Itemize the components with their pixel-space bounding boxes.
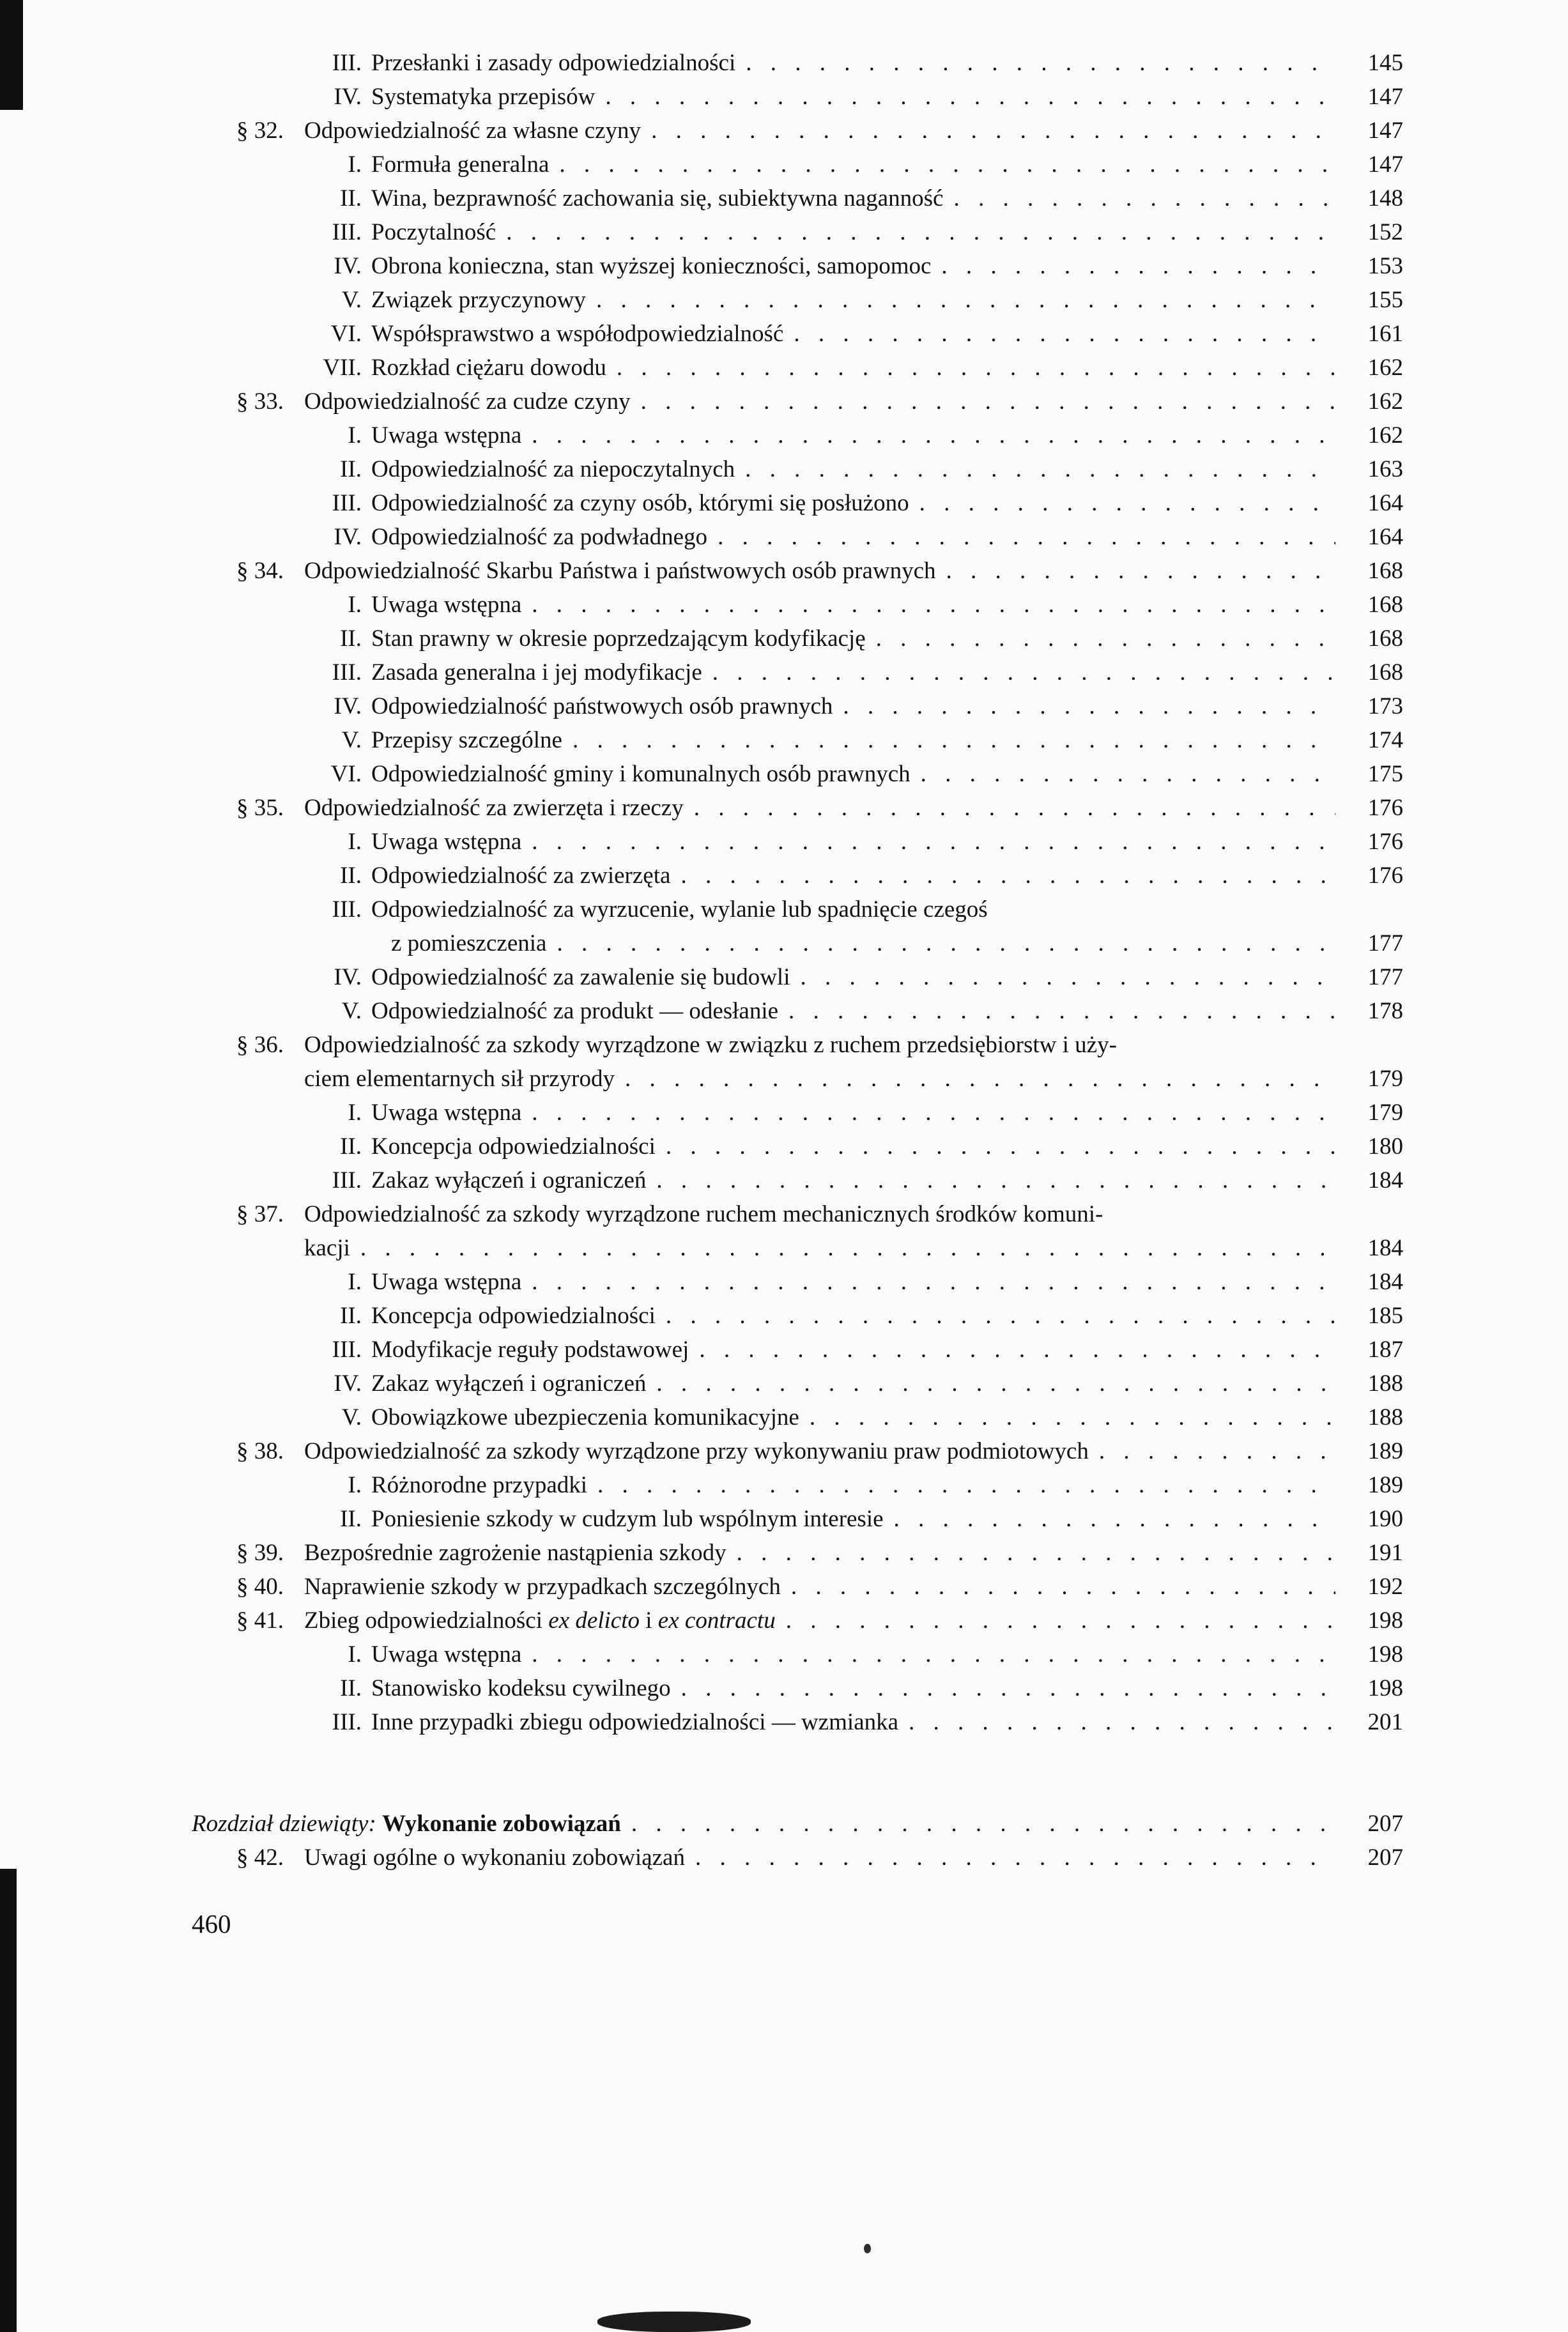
dot-leader [680,859,1335,893]
entry-page: 153 [1367,253,1403,279]
entry-text: Zbieg odpowiedzialności ex delicto i ex contractu [304,1607,776,1634]
toc-entry [192,1197,1403,1231]
dot-leader [596,283,1335,317]
entry-label: I. [348,592,362,618]
toc-entry [192,1671,1403,1705]
entry-label: II. [340,1303,362,1329]
entry-page: 164 [1367,524,1403,550]
entry-page: 184 [1367,1167,1403,1193]
dot-leader [625,1062,1335,1096]
toc-entry [192,1163,1403,1197]
entry-text: Uwaga wstępna [371,1269,522,1295]
entry-page: 184 [1367,1235,1403,1261]
entry-text: Formuła generalna [371,151,550,178]
entry-page: 191 [1367,1540,1403,1566]
dot-leader [737,1536,1335,1570]
toc-entry [192,723,1403,757]
entry-page: 175 [1367,761,1403,787]
toc-entry [192,1434,1403,1468]
dot-leader [681,1671,1335,1705]
entry-page: 177 [1367,964,1403,990]
dot-leader [786,1604,1335,1638]
toc-entry [192,926,1403,960]
entry-page: 176 [1367,863,1403,889]
entry-text: Poczytalność [371,219,496,245]
entry-label: § 40. [236,1574,284,1600]
toc-entry [192,588,1403,622]
toc-entry [192,689,1403,723]
toc-entry [192,622,1403,656]
entry-label: § 36. [236,1032,284,1058]
toc-entry [192,486,1403,520]
toc-entry [192,994,1403,1028]
entry-text: Rozkład ciężaru dowodu [371,355,606,381]
entry-text: Różnorodne przypadki [371,1472,588,1498]
page-number: 460 [192,1909,231,1938]
entry-page: 152 [1367,219,1403,245]
dot-leader [605,80,1335,114]
dot-leader [801,960,1336,994]
toc-entry [192,1502,1403,1536]
dot-leader [791,1570,1335,1604]
toc-entry [192,825,1403,859]
dot-leader [532,588,1335,622]
entry-label: IV. [334,693,362,719]
entry-page: 198 [1367,1675,1403,1701]
entry-page: 176 [1367,795,1403,821]
entry-page: 162 [1367,388,1403,415]
entry-page: 188 [1367,1404,1403,1431]
entry-page: 161 [1367,321,1403,347]
scan-artifact-bottom-smudge [597,2312,751,2332]
toc-entry [192,215,1403,249]
toc-entry [192,385,1403,418]
entry-label: III. [332,1337,362,1363]
entry-page: 162 [1367,355,1403,381]
entry-label: II. [340,1506,362,1532]
entry-label: I. [348,1100,362,1126]
entry-text: Inne przypadki zbiegu odpowiedzialności — wzmianka [371,1709,899,1735]
entry-page: 178 [1367,998,1403,1024]
toc-entry [192,1604,1403,1638]
toc-entry [192,1638,1403,1671]
entry-text: Odpowiedzialność gminy i komunalnych osób prawnych [371,761,911,787]
entry-page: 177 [1367,930,1403,956]
dot-leader [909,1705,1335,1739]
entry-label: II. [340,625,362,652]
entry-label: VI. [330,321,362,347]
entry-text: Odpowiedzialność za własne czyny [304,118,642,144]
dot-leader [532,1638,1335,1671]
entry-text: Przepisy szczególne [371,727,562,753]
dot-leader [699,1333,1335,1367]
entry-label: § 41. [236,1607,284,1634]
entry-text: Odpowiedzialność za cudze czyny [304,388,631,415]
entry-page: 198 [1367,1607,1403,1634]
dot-leader [876,622,1335,656]
entry-label: II. [340,456,362,482]
entry-text: Odpowiedzialność za niepoczytalnych [371,456,735,482]
entry-text: Koncepcja odpowiedzialności [371,1133,656,1160]
entry-text: ciem elementarnych sił przyrody [304,1066,615,1092]
entry-text: Bezpośrednie zagrożenie nastąpienia szkody [304,1540,726,1566]
dot-leader [941,249,1335,283]
entry-text: Modyfikacje reguły podstawowej [371,1337,689,1363]
entry-page: 162 [1367,422,1403,449]
entry-text: Rozdział dziewiąty: Wykonanie zobowiązań [192,1811,621,1837]
entry-text: Współsprawstwo a współodpowiedzialność [371,321,784,347]
dot-leader [360,1231,1335,1265]
toc-entry [192,520,1403,554]
entry-text: Odpowiedzialność za szkody wyrządzone przy wykonywaniu praw podmiotowych [304,1438,1089,1464]
entry-label: I. [348,1641,362,1668]
entry-label: III. [332,1709,362,1735]
dot-leader [641,385,1335,418]
entry-label: I. [348,1269,362,1295]
entry-text: Stanowisko kodeksu cywilnego [371,1675,671,1701]
dot-leader [919,486,1335,520]
entry-label: V. [341,727,362,753]
dot-leader [666,1130,1335,1163]
entry-label: § 38. [236,1438,284,1464]
dot-leader [718,520,1335,554]
dot-leader [745,452,1335,486]
entry-text: Wina, bezprawność zachowania się, subiektywna naganność [371,185,944,211]
entry-page: 164 [1367,490,1403,516]
toc-entry [192,249,1403,283]
entry-page: 189 [1367,1438,1403,1464]
toc-entry [192,1807,1403,1841]
entry-label: V. [341,287,362,313]
toc-entry [192,1400,1403,1434]
dot-leader [695,1841,1335,1875]
entry-page: 179 [1367,1100,1403,1126]
dot-leader [946,554,1335,588]
dot-leader [557,926,1335,960]
toc-entry [192,46,1403,80]
dot-leader [532,1096,1335,1130]
toc-entry [192,554,1403,588]
entry-text: Przesłanki i zasady odpowiedzialności [371,50,736,76]
entry-page: 176 [1367,829,1403,855]
table-of-contents [192,46,1403,1875]
entry-text: Odpowiedzialność za produkt — odesłanie [371,998,779,1024]
entry-text: Odpowiedzialność za podwładnego [371,524,708,550]
toc-entry [192,1841,1403,1875]
toc-entry [192,960,1403,994]
entry-page: 173 [1367,693,1403,719]
entry-label: § 37. [236,1201,284,1227]
entry-text: Odpowiedzialność państwowych osób prawnych [371,693,833,719]
entry-label: § 39. [236,1540,284,1566]
toc-entry [192,656,1403,689]
dot-leader [651,114,1335,148]
dot-leader [532,825,1335,859]
dot-leader [532,418,1335,452]
entry-label: III. [332,490,362,516]
entry-label: § 42. [236,1845,284,1871]
entry-label: I. [348,1472,362,1498]
toc-entry [192,859,1403,893]
entry-text: Uwaga wstępna [371,422,522,449]
toc-entry [192,452,1403,486]
entry-label: VI. [330,761,362,787]
entry-text: Odpowiedzialność za szkody wyrządzone ruchem mechanicznych środków komuni- [304,1201,1103,1227]
dot-leader [656,1367,1335,1400]
entry-text: Uwaga wstępna [371,829,522,855]
entry-text: Uwaga wstępna [371,1100,522,1126]
entry-page: 147 [1367,118,1403,144]
dot-leader [506,215,1335,249]
entry-text: Naprawienie szkody w przypadkach szczególnych [304,1574,781,1600]
dot-leader [631,1807,1335,1841]
entry-text: Odpowiedzialność za zwierzęta [371,863,671,889]
toc-entry [192,1231,1403,1265]
toc-entry [192,181,1403,215]
entry-text: Obowiązkowe ubezpieczenia komunikacyjne [371,1404,799,1431]
scan-artifact-top-left [0,0,23,110]
dot-leader [597,1468,1335,1502]
dot-leader [794,317,1335,351]
entry-page: 207 [1367,1811,1403,1837]
entry-text: Systematyka przepisów [371,84,596,110]
entry-text: Uwaga wstępna [371,1641,522,1668]
toc-entry [192,283,1403,317]
dot-leader [656,1163,1335,1197]
toc-entry [192,1570,1403,1604]
entry-text: Związek przyczynowy [371,287,586,313]
entry-page: 189 [1367,1472,1403,1498]
entry-page: 201 [1367,1709,1403,1735]
toc-entry [192,1367,1403,1400]
dot-leader [953,181,1335,215]
entry-text: Odpowiedzialność za wyrzucenie, wylanie lub spadnięcie czegoś [371,896,988,923]
entry-text: Odpowiedzialność za zawalenie się budowli [371,964,790,990]
toc-entry [192,893,1403,926]
toc-entry [192,1705,1403,1739]
entry-text: Odpowiedzialność za czyny osób, którymi się posłużono [371,490,909,516]
toc-entry [192,1028,1403,1062]
toc-entry [192,114,1403,148]
toc-entry [192,791,1403,825]
entry-page: 190 [1367,1506,1403,1532]
entry-page: 168 [1367,625,1403,652]
entry-page: 168 [1367,659,1403,686]
entry-label: § 34. [236,558,284,584]
entry-page: 145 [1367,50,1403,76]
entry-label: IV. [334,253,362,279]
entry-page: 187 [1367,1337,1403,1363]
entry-label: IV. [334,1370,362,1397]
scan-artifact-dot [864,2244,871,2253]
entry-page: 184 [1367,1269,1403,1295]
entry-text: Odpowiedzialność za szkody wyrządzone w związku z ruchem przedsiębiorstw i uży- [304,1032,1117,1058]
entry-label: V. [341,998,362,1024]
entry-text: z pomieszczenia [391,930,547,956]
entry-text: Stan prawny w okresie poprzedzającym kodyfikację [371,625,866,652]
entry-label: III. [332,659,362,686]
dot-leader [712,656,1335,689]
toc-entry [192,418,1403,452]
toc-entry [192,148,1403,181]
toc-entry [192,1333,1403,1367]
toc-entry [192,1062,1403,1096]
entry-text: Zakaz wyłączeń i ograniczeń [371,1370,647,1397]
toc-entry [192,351,1403,385]
toc-entry [192,1536,1403,1570]
entry-label: IV. [334,524,362,550]
entry-label: § 35. [236,795,284,821]
entry-page: 180 [1367,1133,1403,1160]
toc-entry [192,1096,1403,1130]
entry-label: III. [332,1167,362,1193]
entry-page: 148 [1367,185,1403,211]
entry-text: Uwagi ogólne o wykonaniu zobowiązań [304,1845,685,1871]
entry-page: 147 [1367,84,1403,110]
entry-label: VII. [323,355,362,381]
dot-leader [921,757,1335,791]
entry-page: 174 [1367,727,1403,753]
entry-page: 185 [1367,1303,1403,1329]
entry-label: I. [348,151,362,178]
entry-label: II. [340,185,362,211]
toc-entry [192,1299,1403,1333]
dot-leader [532,1265,1335,1299]
entry-label: IV. [334,964,362,990]
entry-text: Odpowiedzialność Skarbu Państwa i państwowych osób prawnych [304,558,936,584]
entry-label: § 33. [236,388,284,415]
scan-artifact-bottom-left [0,1869,17,2332]
toc-entry [192,757,1403,791]
entry-label: I. [348,829,362,855]
entry-label: III. [332,50,362,76]
toc-entry [192,317,1403,351]
entry-text: Zasada generalna i jej modyfikacje [371,659,702,686]
toc-entry [192,80,1403,114]
dot-leader [746,46,1335,80]
entry-page: 207 [1367,1845,1403,1871]
entry-page: 179 [1367,1066,1403,1092]
toc-entry [192,1130,1403,1163]
entry-text: Zakaz wyłączeń i ograniczeń [371,1167,647,1193]
entry-label: V. [341,1404,362,1431]
entry-page: 163 [1367,456,1403,482]
dot-leader [1099,1434,1335,1468]
entry-text: Odpowiedzialność za zwierzęta i rzeczy [304,795,684,821]
entry-label: III. [332,219,362,245]
toc-entry [192,1265,1403,1299]
entry-label: III. [332,896,362,923]
entry-label: II. [340,863,362,889]
entry-page: 147 [1367,151,1403,178]
entry-text: Koncepcja odpowiedzialności [371,1303,656,1329]
entry-page: 168 [1367,558,1403,584]
toc-entry [192,1468,1403,1502]
entry-page: 192 [1367,1574,1403,1600]
dot-leader [694,791,1335,825]
dot-leader [843,689,1335,723]
entry-page: 168 [1367,592,1403,618]
dot-leader [810,1400,1335,1434]
entry-text: Obrona konieczna, stan wyższej konieczności, samopomoc [371,253,932,279]
entry-text: Poniesienie szkody w cudzym lub wspólnym interesie [371,1506,884,1532]
entry-label: § 32. [236,118,284,144]
dot-leader [894,1502,1335,1536]
entry-label: I. [348,422,362,449]
entry-text: kacji [304,1235,350,1261]
entry-page: 198 [1367,1641,1403,1668]
entry-page: 188 [1367,1370,1403,1397]
dot-leader [788,994,1335,1028]
dot-leader [617,351,1335,385]
entry-label: II. [340,1133,362,1160]
entry-label: IV. [334,84,362,110]
dot-leader [666,1299,1335,1333]
entry-label: II. [340,1675,362,1701]
dot-leader [573,723,1335,757]
entry-page: 155 [1367,287,1403,313]
entry-text: Uwaga wstępna [371,592,522,618]
dot-leader [559,148,1335,181]
